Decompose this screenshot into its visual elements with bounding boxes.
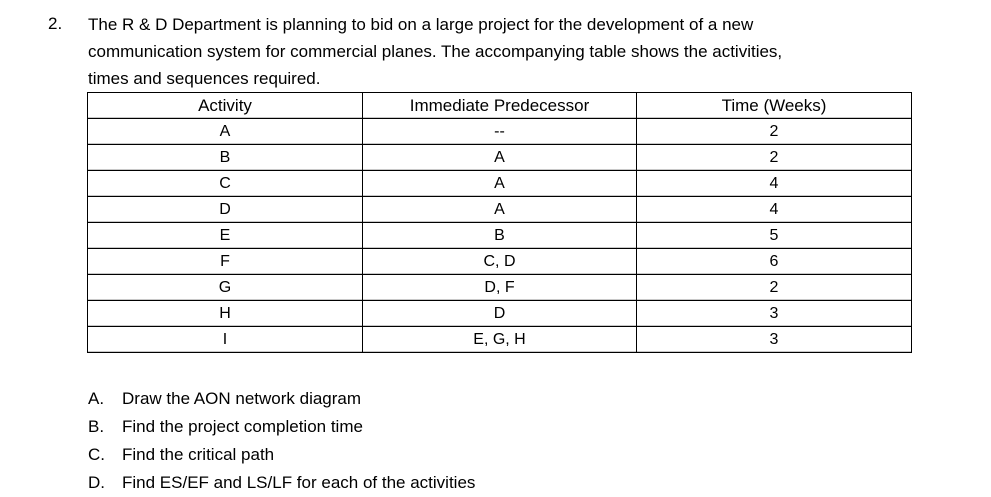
cell-predecessor: D <box>363 301 637 327</box>
cell-predecessor: A <box>363 197 637 223</box>
cell-activity: H <box>88 301 363 327</box>
table-row <box>88 275 912 301</box>
cell-activity: B <box>88 145 363 171</box>
table-header-row <box>88 93 912 119</box>
sub-question <box>88 469 475 497</box>
sub-question-text: Find ES/EF and LS/LF for each of the activities <box>122 473 476 492</box>
sub-question-label: B. <box>88 417 105 436</box>
cell-time: 2 <box>637 145 912 171</box>
cell-time: 5 <box>637 223 912 249</box>
cell-predecessor: -- <box>363 119 637 145</box>
question-line: The R & D Department is planning to bid on a large project for the development of a new <box>88 15 754 34</box>
table-row <box>88 223 912 249</box>
cell-activity: E <box>88 223 363 249</box>
sub-question-label: A. <box>88 389 105 408</box>
cell-time: 3 <box>637 301 912 327</box>
cell-predecessor: B <box>363 223 637 249</box>
sub-questions-list <box>88 385 475 497</box>
table-row <box>88 327 912 353</box>
table-row <box>88 301 912 327</box>
question-number: 2. <box>48 14 63 33</box>
sub-question-text: Find the project completion time <box>122 417 363 436</box>
sub-question-label: C. <box>88 445 105 464</box>
cell-time: 6 <box>637 249 912 275</box>
sub-question <box>88 413 475 441</box>
header-immediate-predecessor: Immediate Predecessor <box>363 93 637 119</box>
sub-question <box>88 441 475 469</box>
sub-question <box>88 385 475 413</box>
activity-table <box>87 92 912 353</box>
cell-time: 3 <box>637 327 912 353</box>
cell-activity: C <box>88 171 363 197</box>
cell-activity: I <box>88 327 363 353</box>
cell-predecessor: E, G, H <box>363 327 637 353</box>
cell-activity: F <box>88 249 363 275</box>
cell-time: 4 <box>637 197 912 223</box>
cell-predecessor: A <box>363 171 637 197</box>
cell-activity: A <box>88 119 363 145</box>
cell-activity: D <box>88 197 363 223</box>
cell-activity: G <box>88 275 363 301</box>
sub-question-text: Find the critical path <box>122 445 275 464</box>
cell-time: 2 <box>637 119 912 145</box>
cell-time: 2 <box>637 275 912 301</box>
table-row <box>88 249 912 275</box>
cell-predecessor: D, F <box>363 275 637 301</box>
sub-question-label: D. <box>88 473 105 492</box>
header-activity: Activity <box>88 93 363 119</box>
question-text <box>88 11 888 92</box>
table-row <box>88 171 912 197</box>
cell-predecessor: C, D <box>363 249 637 275</box>
table-row <box>88 197 912 223</box>
table-row <box>88 119 912 145</box>
table-row <box>88 145 912 171</box>
header-time-weeks: Time (Weeks) <box>637 93 912 119</box>
sub-question-text: Draw the AON network diagram <box>122 389 362 408</box>
cell-predecessor: A <box>363 145 637 171</box>
question-line: times and sequences required. <box>88 69 321 88</box>
question-line: communication system for commercial planes. The accompanying table shows the activities, <box>88 42 783 61</box>
cell-time: 4 <box>637 171 912 197</box>
